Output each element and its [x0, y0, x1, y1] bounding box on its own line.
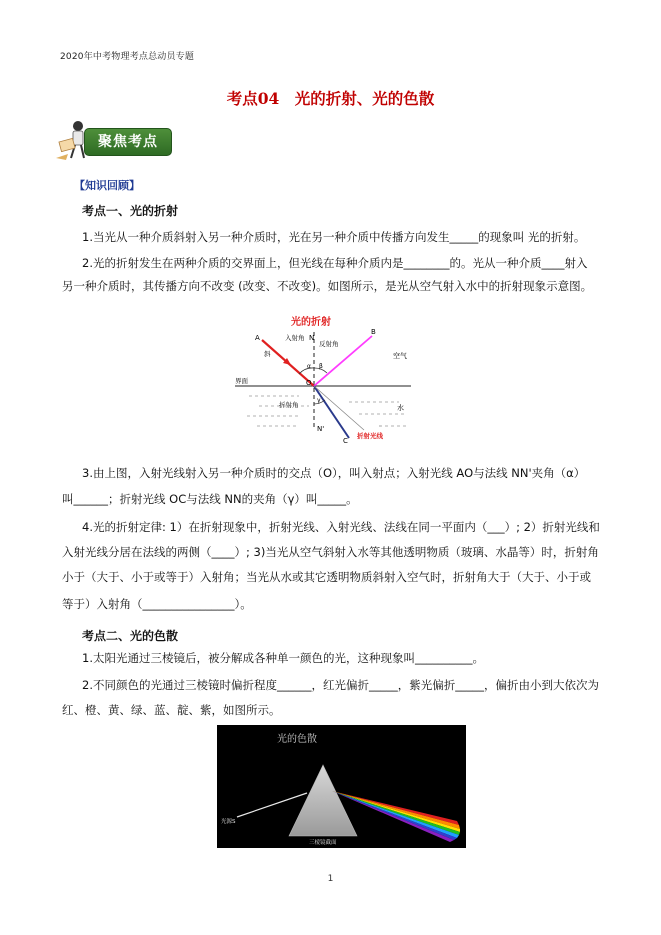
label-incline: 斜: [264, 350, 271, 358]
label-C: C: [343, 437, 348, 445]
label-alpha: α: [307, 363, 311, 370]
page-number: 1: [327, 874, 334, 884]
label-N-prime: N': [317, 425, 325, 433]
section1-paragraph-3-line2: 叫______；折射光线 OC与法线 NN的夹角（γ）叫_____。: [62, 492, 358, 506]
label-N: N: [309, 334, 315, 342]
refraction-diagram: [229, 310, 414, 445]
label-incident-angle: 入射角: [285, 334, 305, 342]
focus-banner: [54, 118, 172, 162]
focus-banner-label: 聚焦考点: [98, 134, 158, 150]
prism-section-label: 三棱镜截面: [309, 840, 337, 846]
section1-paragraph-4-line2: 入射光线分居在法线的两侧（____）; 3)当光从空气斜射入水等其他透明物质（玻璃、水晶等）时，折射角: [62, 545, 599, 559]
label-refraction-angle: 折射角: [279, 401, 299, 409]
section1-paragraph-4-line1: 4.光的折射定律: 1）在折射现象中，折射光线、入射光线、法线在同一平面内（___）; 2）折射光线和: [82, 520, 600, 534]
label-beta: β: [319, 363, 323, 370]
section1-paragraph-3-line1: 3.由上图，入射光线射入另一种介质时的交点（O），叫入射点；入射光线 AO与法线 NN'夹角（α）: [82, 466, 586, 480]
section2-heading: 考点二、光的色散: [82, 629, 179, 643]
page-header: 2020年中考物理考点总动员专题: [60, 52, 195, 62]
section2-paragraph-2-line1: 2.不同颜色的光通过三棱镜时偏折程度______，红光偏折_____，紫光偏折_____，偏折由小到大依次为: [82, 678, 599, 692]
review-label: 【知识回顾】: [74, 179, 140, 192]
dispersion-diagram: [217, 725, 466, 848]
light-source-label: 光源S: [221, 819, 236, 825]
label-water: 水: [397, 404, 404, 412]
diagram-title: 光的折射: [291, 317, 331, 328]
section1-paragraph-4-line3: 小于（大于、小于或等于）入射角；当光从水或其它透明物质斜射入空气时，折射角大于（大于、小于或: [62, 570, 591, 584]
label-gamma: γ: [317, 397, 321, 404]
section1-paragraph-2-line1: 2.光的折射发生在两种介质的交界面上，但光线在每种介质内是________的。光从一种介质____射入: [82, 256, 588, 270]
label-O: O: [306, 379, 312, 387]
label-reflected-angle: 反射角: [319, 340, 339, 348]
page-title: 考点04 光的折射、光的色散: [226, 89, 435, 108]
dispersion-title: 光的色散: [277, 734, 317, 745]
focus-banner-bar: [84, 128, 172, 156]
section1-paragraph-2-line2: 另一种介质时，其传播方向不改变 (改变、不改变)。如图所示，是光从空气射入水中的折射现象示意图。: [62, 279, 593, 293]
section2-paragraph-1: 1.太阳光通过三棱镜后，被分解成各种单一颜色的光，这种现象叫__________。: [82, 651, 484, 665]
label-A: A: [255, 334, 260, 342]
label-refracted-ray: 折射光线: [357, 432, 383, 440]
section1-paragraph-1: 1.当光从一种介质斜射入另一种介质时，光在另一种介质中传播方向发生_____的现象叫 光的折射。: [82, 230, 586, 244]
label-air: 空气: [393, 352, 407, 360]
section2-paragraph-2-line2: 红、橙、黄、绿、蓝、靛、紫，如图所示。: [62, 703, 281, 717]
label-interface: 界面: [235, 377, 248, 385]
label-B: B: [371, 328, 376, 336]
section1-heading: 考点一、光的折射: [82, 204, 179, 218]
section1-paragraph-4-line4: 等于）入射角（________________）。: [62, 597, 252, 611]
